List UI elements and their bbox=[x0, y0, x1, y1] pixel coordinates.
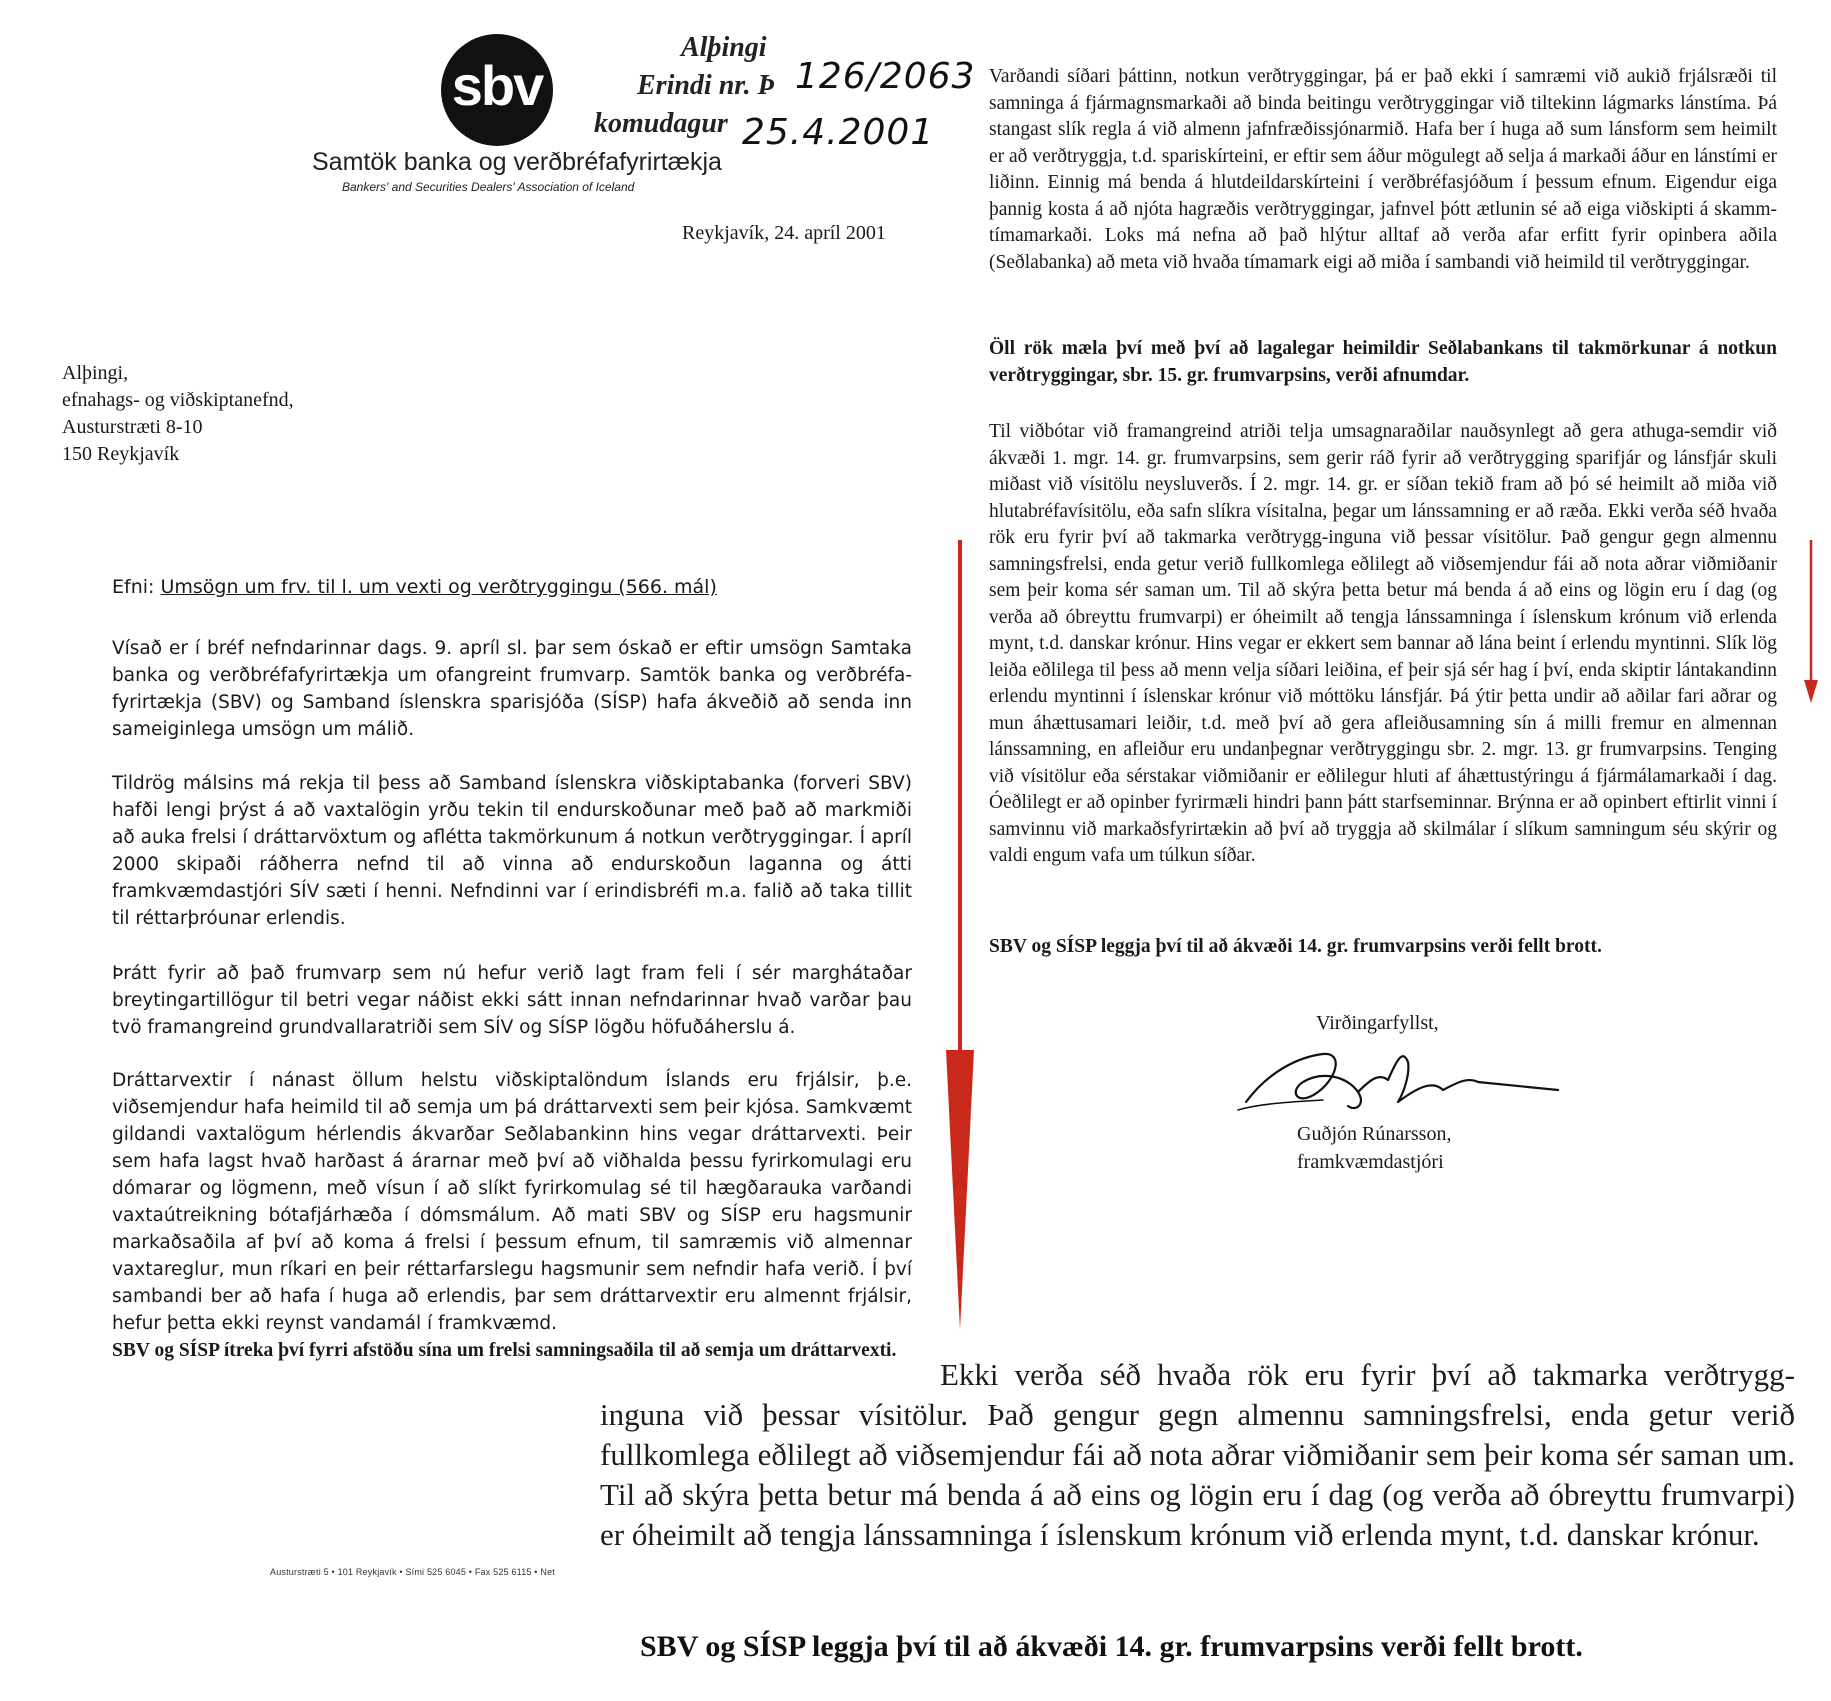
paragraph-intro: Vísað er í bréf nefndarinnar dags. 9. apríl sl. þar sem óskað er eftir umsögn Samtaka banka og verðbréfafyrirtækja um ofangreint frumvarp. Samtök banka og verðbréfa-fyrirtækja (SBV) og Samband íslenskra sparisjóða (SÍSP) hafa ákveðið að senda inn sameiginlega umsögn um málið. bbox=[112, 638, 912, 740]
letterhead-footer: Austurstræti 5 • 101 Reykjavík • Sími 525 6045 • Fax 525 6115 • Net bbox=[270, 1567, 555, 1577]
red-arrow-long bbox=[940, 540, 980, 1330]
paragraph-background: Tildrög málsins má rekja til þess að Samband íslenskra viðskiptabanka (forveri SBV) hafði lengi þrýst á að vaxtalögin yrðu tekin til endurskoðunar með það að markmiði að auka frelsi í dráttarvöxtum og aflétta takmörkunum á notkun verðtryggingar. Í apríl 2000 skipaði ráðherra nefnd til að vinna að endurskoðun laganna og átti framkvæmdastjóri SÍV sæti í henni. Nefndinni var í erindisbréfi m.a. falið að taka tillit til réttarþróunar erlendis. bbox=[112, 773, 912, 929]
recipient-line: Alþingi, bbox=[62, 362, 129, 384]
signature bbox=[1228, 1032, 1598, 1132]
red-arrow-short bbox=[1801, 540, 1821, 705]
org-subtitle: Bankers' and Securities Dealers' Association of Iceland bbox=[342, 180, 635, 194]
stamp-alþingi: Alþingi bbox=[681, 32, 767, 63]
recipient-line: efnahags- og viðskiptanefnd, bbox=[62, 389, 294, 411]
letter-date: Reykjavík, 24. apríl 2001 bbox=[682, 222, 886, 244]
paragraph-visitolur: Til viðbótar við framangreind atriði telja umsagnaraðilar nauðsynlegt að gera athuga-semdir við ákvæði 1. mgr. 14. gr. frumvarpsins, sem gerir ráð fyrir að verðtrygging sparifjár og lánsfjár skuli miðast við vísitölu neysluverðs. Í 2. mgr. 14. gr. er síðan tekið fram að þó sé heimilt að miða við hlutabréfavísitölu, eða safn slíkra vísitalna, þegar um lánssamning er að ræða. Ekki verða séð hvaða rök eru fyrir því að takmarka verðtrygg-inguna við þessar vísitölur. Það gengur gegn almennu samningsfrelsi, enda getur verið fullkomlega eðlilegt að viðsemjendur fái að nota aðrar viðmiðanir sem þeir koma sér saman um. Til að skýra þetta betur má benda á að eins og lögin eru í dag (og verða að óbreyttu frumvarpi) er óheimilt að tengja lánssamninga í íslenskum krónum við erlenda mynt, t.d. danskar krónur. Hins vegar er ekkert sem bannar að lána beint í erlendu myntinni. Slík lög leiða eðlilega til þess að menn velja síðari leiðina, ef þeir sjá sér hag í því, enda skiptir lántakandinn erlendu myntinni í íslenskar krónur við móttöku lánsfjár. Þá ýtir þetta undir að aðilar fari aðrar og mun áhættusamari leiðir, t.d. með því að gera afleiðusamning sín á milli fremur en almennan lánssamning, en afleiður eru undanþegnar verðtryggingu sbr. 2. mgr. 13. gr frumvarpsins. Tenging við vísitölur eða sérstakar viðmiðanir er eðlilegur hluti af áhættustýringu á fjármálamarkaði í dag. Óeðlilegt er að opinber fyrirmæli hindri þann þátt starfseminnar. Brýnna er að opinbert eftirlit vinni í samvinnu við markaðsfyrirtækin að því að tryggja að skilmálar í slíkum samningum séu skýrir og valdi engum vafa um túlkun síðar. bbox=[989, 421, 1777, 866]
zoomed-excerpt-body: Ekki verða séð hvaða rök eru fyrir því að takmarka verðtrygg-inguna við þessar vísitölur. Það gengur gegn almennu samningsfrelsi, enda getur verið fullkomlega eðlilegt að viðsemjendur fái að nota aðrar viðmiðanir sem þeir koma sér saman um. Til að skýra þetta betur má benda á að eins og lögin eru í dag (og verða að óbreyttu frumvarpi) er óheimilt að tengja lánssamninga í íslenskum krónum við erlenda mynt, t.d. danskar krónur. bbox=[600, 1357, 1795, 1552]
stamp-erindi-number: 126/2063 bbox=[795, 56, 976, 97]
conclusion-visitolur: SBV og SÍSP leggja því til að ákvæði 14. gr. frumvarpsins verði fellt brott. bbox=[989, 936, 1602, 957]
signer-block bbox=[1297, 1120, 1451, 1176]
closing-salutation: Virðingarfyllst, bbox=[1316, 1012, 1439, 1034]
recipient-address bbox=[62, 360, 294, 468]
signer-name: Guðjón Rúnarsson, bbox=[1297, 1123, 1452, 1145]
subject-text: Umsögn um frv. til l. um vexti og verðtryggingu (566. mál) bbox=[160, 576, 717, 598]
zoomed-excerpt-text bbox=[600, 1355, 1795, 1555]
sbv-logo: sbv bbox=[441, 34, 553, 146]
signer-title: framkvæmdastjóri bbox=[1297, 1151, 1444, 1173]
recipient-line: Austurstræti 8-10 bbox=[62, 416, 203, 438]
zoomed-conclusion: SBV og SÍSP leggja því til að ákvæði 14. gr. frumvarpsins verði fellt brott. bbox=[640, 1630, 1583, 1663]
conclusion-verdtrygging: Öll rök mæla því með því að lagalegar heimildir Seðlabankans til takmörkunar á notkun verðtryggingar, sbr. 15. gr. frumvarpsins, verði afnumdar. bbox=[989, 338, 1777, 386]
stamp-erindi-label: Erindi nr. Þ bbox=[637, 70, 775, 101]
recipient-line: 150 Reykjavík bbox=[62, 443, 180, 465]
paragraph-drattarvextir: Dráttarvextir í nánast öllum helstu viðskiptalöndum Íslands eru frjálsir, þ.e. viðsemjendur hafa heimild til að semja um þá dráttarvexti sem þeir kjósa. Samkvæmt gildandi vaxtalögum hérlendis ákvarðar Seðlabankinn hins vegar dráttarvexti. Þeir sem hafa lagst hvað harðast á árarnar með því að viðhalda þessu fyrirkomulagi eru dómarar og lögmenn, með vísun í að slíkt fyrirkomulag sé til hægðarauka varðandi vaxtaútreikning bótafjárhæða í dómsmálum. Að mati SBV og SÍSP eru hagsmunir markaðsaðila af því að koma á frelsi í þessum efnum, til samræmis við almennar vaxtareglur, mun ríkari en þeir réttarfarslegu hagsmunir sem nefndir hafa verið. Í því sambandi ber að hafa í huga að erlendis, þar sem dráttarvextir eru almennt frjálsir, hefur þetta ekki reynst vandamál í framkvæmd. bbox=[112, 1070, 912, 1334]
conclusion-drattarvextir: SBV og SÍSP ítreka því fyrri afstöðu sína um frelsi samningsaðila til að semja um dráttarvexti. bbox=[112, 1340, 897, 1361]
paragraph-disagreement: Þrátt fyrir að það frumvarp sem nú hefur verið lagt fram feli í sér marghátaðar breytingartillögur til betri vegar náðist ekki sátt innan nefndarinnar hvað varðar þau tvö framangreind grundvallaratriði sem SÍV og SÍSP lögðu höfuðáherslu á. bbox=[112, 963, 912, 1038]
paragraph-verdtrygging: Varðandi síðari þáttinn, notkun verðtryggingar, þá er það ekki í samræmi við aukið frjálsræði til samninga á fjármagnsmarkaði að binda beitingu verðtryggingar við tiltekinn lágmarks lánstíma. Þá stangast slík regla á við almenn jafnfræðissjónarmið. Hafa ber í huga að sum lánsform sem heimilt er að verðtryggja, t.d. spariskírteini, er eftir sem áður mögulegt að selja á markaði áður en lánstími er liðinn. Einnig má benda á hlutdeildarskírteini í verðbréfasjóðum í þessum efnum. Eigendur eiga þannig kosta á að njóta hagræðis verðtryggingar, jafnvel þótt ætlunin sé að eiga viðskipti á skamm-tímamarkaði. Loks má nefna að það hlýtur alltaf að verða afar erfitt fyrir opinbera aðila (Seðlabanka) að meta við hvaða tímamark eigi að miða í sambandi við heimild til verðtryggingar. bbox=[989, 66, 1777, 273]
subject-line bbox=[112, 576, 717, 598]
stamp-komudagur-label: komudagur bbox=[594, 108, 728, 139]
zoomed-excerpt bbox=[600, 1355, 1812, 1610]
stamp-received-date: 25.4.2001 bbox=[742, 112, 935, 153]
org-name: Samtök banka og verðbréfafyrirtækja bbox=[312, 148, 722, 176]
subject-label: Efni: bbox=[112, 576, 155, 598]
